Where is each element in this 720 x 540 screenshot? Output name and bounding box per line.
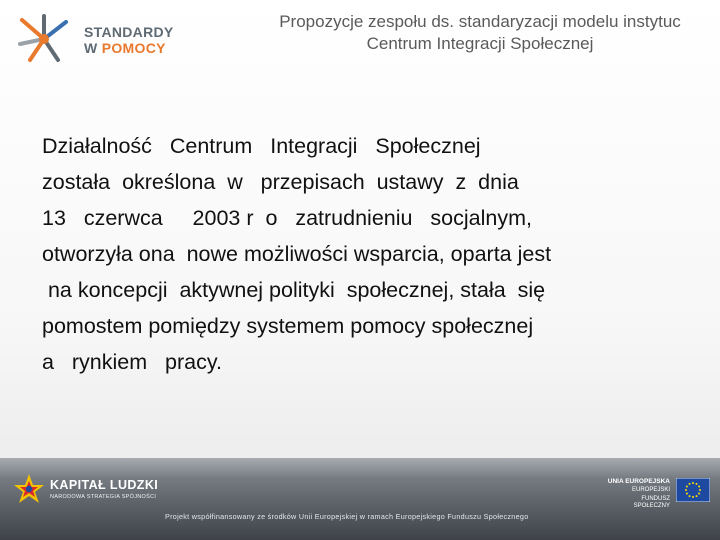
slide-title — [210, 11, 720, 55]
logo-line-1: STANDARDY — [84, 24, 174, 40]
star-logo-icon — [14, 14, 76, 64]
kapital-ludzki-star-icon — [12, 472, 46, 506]
eu-fund-line-2: FUNDUSZ SPOŁECZNY — [633, 496, 670, 509]
kapital-ludzki-subtitle: NARODOWA STRATEGIA SPÓJNOŚCI — [50, 494, 157, 500]
logo-line-2 — [84, 40, 174, 56]
cofinancing-note: Projekt współfinansowany ze środków Unii Europejskiej w ramach Europejskiego Funduszu Społecznego — [165, 512, 529, 521]
logo-line-2-prefix: W — [84, 40, 102, 56]
logo-line-2-accent: POMOCY — [101, 40, 166, 56]
body-paragraph: Działalność Centrum Integracji Społecznej została określona w przepisach ustawy z dnia 13 czerwca 2003 r o zatrudnieniu socjalnym, otworzyła ona nowe możliwości wsparcia, oparta jest na koncepcji aktywnej polityki społecznej, stała się pomostem pomiędzy systemem pomocy społecznej a rynkiem pracy. — [42, 134, 552, 374]
slide-title-line-2: Centrum Integracji Społecznej — [366, 34, 594, 53]
kapital-ludzki-logo — [12, 472, 192, 512]
eu-title: UNIA EUROPEJSKA — [607, 478, 670, 485]
slide-title-line-1: Propozycje zespołu ds. standaryzacji modelu instytuc — [279, 12, 681, 31]
eu-text-block — [606, 478, 670, 510]
footer-bar — [0, 458, 720, 540]
eu-flag-icon — [676, 478, 710, 502]
standardy-w-pomocy-logo — [14, 14, 184, 64]
kapital-ludzki-title: KAPITAŁ LUDZKI — [50, 478, 159, 492]
eu-fund-line-1: EUROPEJSKI — [631, 487, 670, 493]
